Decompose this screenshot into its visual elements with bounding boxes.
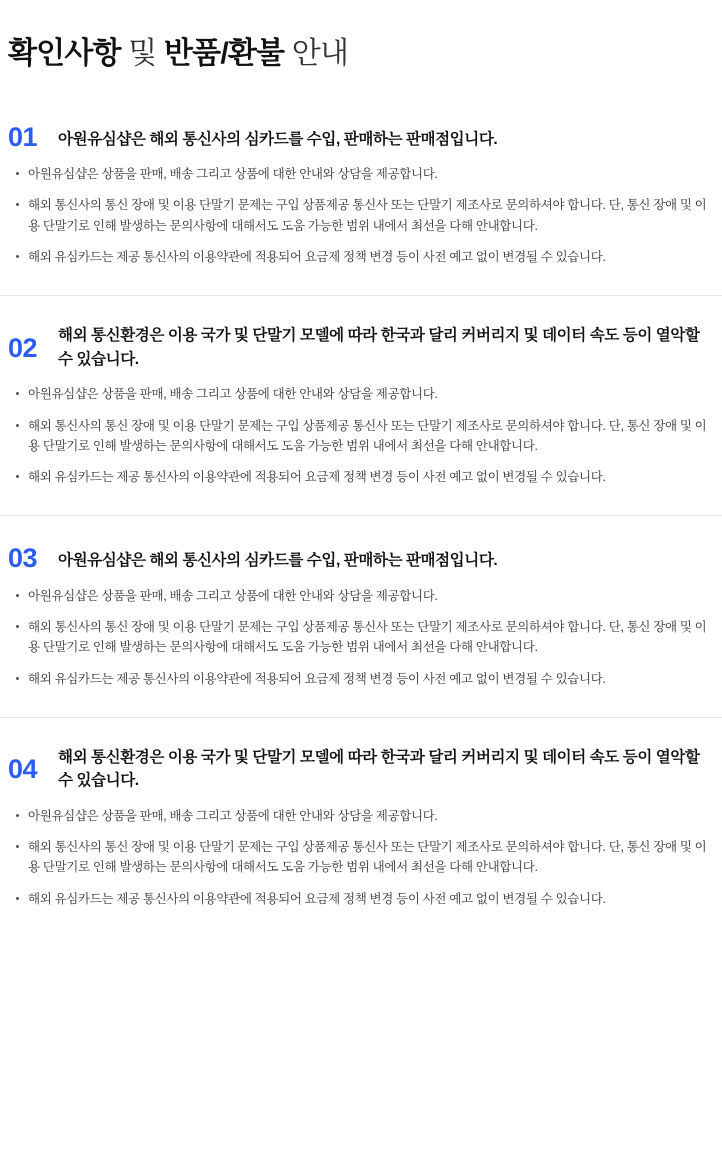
list-item: 해외 유심카드는 제공 통신사의 이용약관에 적용되어 요금제 정책 변경 등이 사전 예고 없이 변경될 수 있습니다. — [14, 889, 708, 909]
list-item: 해외 유심카드는 제공 통신사의 이용약관에 적용되어 요금제 정책 변경 등이 사전 예고 없이 변경될 수 있습니다. — [14, 669, 708, 689]
notice-section-04 — [0, 718, 722, 909]
list-item: 해외 통신사의 통신 장애 및 이용 단말기 문제는 구입 상품제공 통신사 또는 단말기 제조사로 문의하셔야 합니다. 단, 통신 장애 및 이용 단말기로 인해 발생하는 문의사항에 대해서도 도움 가능한 범위 내에서 최선을 다해 안내합니다. — [14, 837, 708, 878]
section-title: 해외 통신환경은 이용 국가 및 단말기 모델에 따라 한국과 달리 커버리지 및 데이터 속도 등이 열악할 수 있습니다. — [58, 327, 700, 368]
section-header — [8, 718, 712, 793]
section-header — [8, 516, 712, 573]
section-bullet-list — [8, 384, 712, 487]
notice-page — [0, 20, 722, 919]
section-number: 04 — [8, 754, 38, 785]
list-item: 해외 통신사의 통신 장애 및 이용 단말기 문제는 구입 상품제공 통신사 또는 단말기 제조사로 문의하셔야 합니다. 단, 통신 장애 및 이용 단말기로 인해 발생하는 문의사항에 대해서도 도움 가능한 범위 내에서 최선을 다해 안내합니다. — [14, 617, 708, 658]
page-title-light-2: 안내 — [284, 37, 349, 71]
section-title: 아원유심샵은 해외 통신사의 심카드를 수입, 판매하는 판매점입니다. — [58, 552, 498, 570]
page-title-strong-2: 반품/환불 — [163, 37, 285, 71]
list-item: 아원유심샵은 상품을 판매, 배송 그리고 상품에 대한 안내와 상담을 제공합니다. — [14, 806, 708, 826]
page-title-strong-1: 확인사항 — [8, 37, 121, 71]
list-item: 아원유심샵은 상품을 판매, 배송 그리고 상품에 대한 안내와 상담을 제공합니다. — [14, 586, 708, 606]
section-number: 02 — [8, 332, 38, 363]
section-bullet-list — [8, 164, 712, 267]
list-item: 아원유심샵은 상품을 판매, 배송 그리고 상품에 대한 안내와 상담을 제공합니다. — [14, 384, 708, 404]
section-bullet-list — [8, 806, 712, 909]
notice-section-01 — [0, 95, 722, 268]
section-bullet-list — [8, 586, 712, 689]
notice-section-02 — [0, 296, 722, 487]
section-header — [8, 296, 712, 371]
page-title-light-1: 및 — [120, 37, 164, 71]
section-title: 해외 통신환경은 이용 국가 및 단말기 모델에 따라 한국과 달리 커버리지 및 데이터 속도 등이 열악할 수 있습니다. — [58, 748, 700, 790]
list-item: 해외 통신사의 통신 장애 및 이용 단말기 문제는 구입 상품제공 통신사 또는 단말기 제조사로 문의하셔야 합니다. 단, 통신 장애 및 이용 단말기로 인해 발생하는 문의사항에 대해서도 도움 가능한 범위 내에서 최선을 다해 안내합니다. — [14, 416, 708, 457]
list-item: 해외 통신사의 통신 장애 및 이용 단말기 문제는 구입 상품제공 통신사 또는 단말기 제조사로 문의하셔야 합니다. 단, 통신 장애 및 이용 단말기로 인해 발생하는 문의사항에 대해서도 도움 가능한 범위 내에서 최선을 다해 안내합니다. — [14, 195, 708, 236]
list-item: 해외 유심카드는 제공 통신사의 이용약관에 적용되어 요금제 정책 변경 등이 사전 예고 없이 변경될 수 있습니다. — [14, 247, 708, 267]
section-title: 아원유심샵은 해외 통신사의 심카드를 수입, 판매하는 판매점입니다. — [58, 130, 498, 148]
list-item: 아원유심샵은 상품을 판매, 배송 그리고 상품에 대한 안내와 상담을 제공합니다. — [14, 164, 708, 184]
notice-section-03 — [0, 516, 722, 689]
section-number: 01 — [8, 121, 38, 152]
page-title — [0, 20, 722, 75]
list-item: 해외 유심카드는 제공 통신사의 이용약관에 적용되어 요금제 정책 변경 등이 사전 예고 없이 변경될 수 있습니다. — [14, 467, 708, 487]
section-header — [8, 95, 712, 152]
section-number: 03 — [8, 543, 38, 574]
